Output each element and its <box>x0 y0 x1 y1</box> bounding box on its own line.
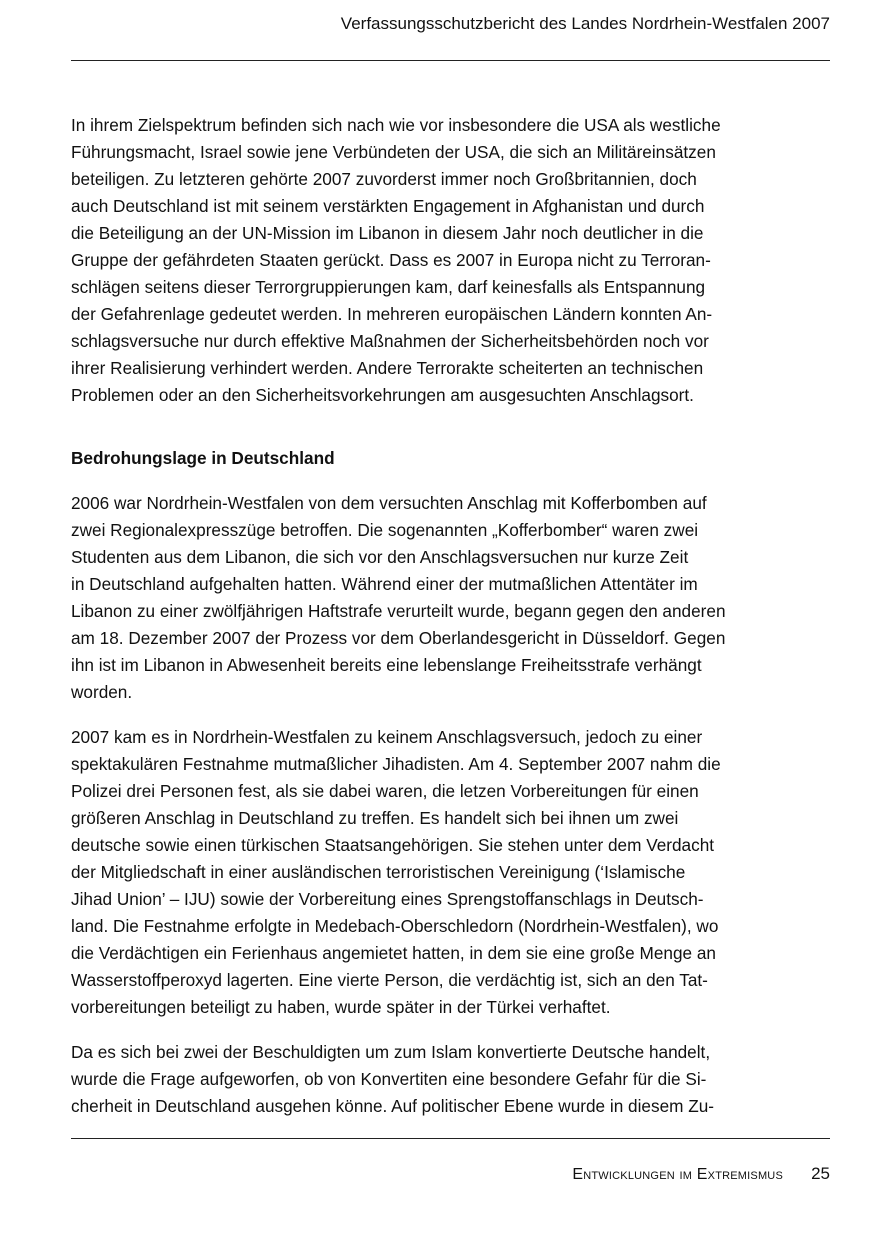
text-line: spektakulären Festnahme mutmaßlicher Jihadisten. Am 4. September 2007 nahm die <box>71 754 721 774</box>
text-line: die Beteiligung an der UN-Mission im Libanon in diesem Jahr noch deutlicher in die <box>71 223 704 243</box>
section-heading: Bedrohungslage in Deutschland <box>71 448 335 468</box>
text-line: worden. <box>71 682 133 702</box>
text-line: ihn ist im Libanon in Abwesenheit bereits eine lebenslange Freiheitsstrafe verhängt <box>71 655 702 675</box>
footer-rule <box>71 1138 830 1139</box>
text-line: cherheit in Deutschland ausgehen könne. Auf politischer Ebene wurde in diesem Zu- <box>71 1096 715 1116</box>
text-line: ihrer Realisierung verhindert werden. Andere Terrorakte scheiterten an technischen <box>71 358 704 378</box>
text-line: vorbereitungen beteiligt zu haben, wurde später in der Türkei verhaftet. <box>71 997 611 1017</box>
text-line: In ihrem Zielspektrum befinden sich nach wie vor insbesondere die USA als westliche <box>71 115 721 135</box>
paragraph-converts <box>71 1039 791 1120</box>
text-line: Libanon zu einer zwölfjährigen Haftstrafe verurteilt wurde, begann gegen den anderen <box>71 601 726 621</box>
text-line: größeren Anschlag in Deutschland zu treffen. Es handelt sich bei ihnen um zwei <box>71 808 679 828</box>
header-rule <box>71 60 830 61</box>
text-line: Jihad Union’ – IJU) sowie der Vorbereitung eines Sprengstoffanschlags in Deutsch- <box>71 889 704 909</box>
text-line: Gruppe der gefährdeten Staaten gerückt. Dass es 2007 in Europa nicht zu Terroran- <box>71 250 711 270</box>
page-number: 25 <box>811 1164 830 1183</box>
text-line: Wasserstoffperoxyd lagerten. Eine vierte Person, die verdächtig ist, sich an den Tat- <box>71 970 708 990</box>
text-line: schlägen seitens dieser Terrorgruppierungen kam, darf keinesfalls als Entspannung <box>71 277 706 297</box>
text-line: Führungsmacht, Israel sowie jene Verbündeten der USA, die sich an Militäreinsätzen <box>71 142 716 162</box>
text-line: der Gefahrenlage gedeutet werden. In mehreren europäischen Ländern konnten An- <box>71 304 713 324</box>
text-line: Problemen oder an den Sicherheitsvorkehrungen am ausgesuchten Anschlagsort. <box>71 385 694 405</box>
text-line: zwei Regionalexpresszüge betroffen. Die sogenannten „Kofferbomber“ waren zwei <box>71 520 699 540</box>
text-line: am 18. Dezember 2007 der Prozess vor dem Oberlandesgericht in Düsseldorf. Gegen <box>71 628 726 648</box>
text-line: auch Deutschland ist mit seinem verstärkten Engagement in Afghanistan und durch <box>71 196 705 216</box>
text-line: schlagsversuche nur durch effektive Maßnahmen der Sicherheitsbehörden noch vor <box>71 331 709 351</box>
paragraph-2007-arrests <box>71 724 791 1021</box>
text-line: die Verdächtigen ein Ferienhaus angemietet hatten, in dem sie eine große Menge an <box>71 943 716 963</box>
text-line: beteiligen. Zu letzteren gehörte 2007 zuvorderst immer noch Großbritannien, doch <box>71 169 697 189</box>
text-line: deutsche sowie einen türkischen Staatsangehörigen. Sie stehen unter dem Verdacht <box>71 835 715 855</box>
paragraph-2006-attack <box>71 490 791 706</box>
text-line: der Mitgliedschaft in einer ausländischen terroristischen Vereinigung (‘Islamische <box>71 862 686 882</box>
text-line: wurde die Frage aufgeworfen, ob von Konvertiten eine besondere Gefahr für die Si- <box>71 1069 707 1089</box>
paragraph-target-spectrum <box>71 112 791 409</box>
text-line: land. Die Festnahme erfolgte in Medebach-Oberschledorn (Nordrhein-Westfalen), wo <box>71 916 719 936</box>
text-line: 2007 kam es in Nordrhein-Westfalen zu keinem Anschlagsversuch, jedoch zu einer <box>71 727 703 747</box>
text-line: 2006 war Nordrhein-Westfalen von dem versuchten Anschlag mit Kofferbomben auf <box>71 493 707 513</box>
text-line: Da es sich bei zwei der Beschuldigten um zum Islam konvertierte Deutsche handelt, <box>71 1042 711 1062</box>
text-line: Studenten aus dem Libanon, die sich vor den Anschlagsversuchen nur kurze Zeit <box>71 547 689 567</box>
report-title: Verfassungsschutzbericht des Landes Nordrhein-Westfalen 2007 <box>340 14 830 33</box>
text-line: Polizei drei Personen fest, als sie dabei waren, die letzen Vorbereitungen für einen <box>71 781 699 801</box>
text-line: in Deutschland aufgehalten hatten. Während einer der mutmaßlichen Attentäter im <box>71 574 698 594</box>
footer-section-title: Entwicklungen im Extremismus <box>572 1166 783 1183</box>
